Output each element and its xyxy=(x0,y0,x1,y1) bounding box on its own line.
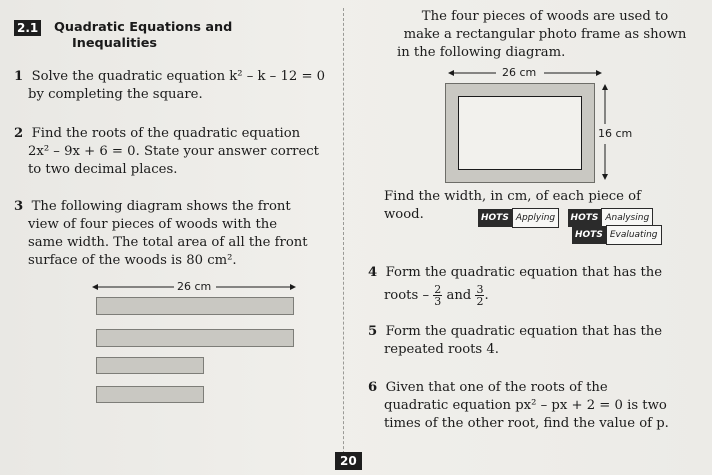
question-2 xyxy=(14,125,334,179)
question-text: Find the roots of the quadratic equation xyxy=(31,126,301,141)
question-text: view of four pieces of woods with the xyxy=(28,217,278,232)
and-word: and xyxy=(446,288,472,303)
frame-ask-text: Find the width, in cm, of each piece of xyxy=(384,189,642,204)
frame-text: The four pieces of woods are used to xyxy=(421,9,669,24)
question-text: Given that one of the roots of the xyxy=(385,380,608,395)
fraction-1: $\frac{2}{3}$ xyxy=(434,283,442,308)
question-text: Form the quadratic equation that has the xyxy=(385,265,663,280)
tag-evaluating: Evaluating xyxy=(606,225,662,245)
wood-piece-long-1 xyxy=(96,297,294,315)
section-title-line1: Quadratic Equations and xyxy=(54,20,233,35)
question-text: 2x² – 9x + 6 = 0. State your answer correct xyxy=(28,144,319,159)
question-6 xyxy=(368,379,708,433)
section-title xyxy=(54,20,232,52)
question-text: times of the other root, find the value of p. xyxy=(384,416,669,431)
page-number: 20 xyxy=(335,452,362,470)
question-text: quadratic equation px² – px + 2 = 0 is two xyxy=(384,398,667,413)
hots-tags-row-2 xyxy=(572,225,662,245)
question-number: 4 xyxy=(368,265,378,280)
question-text: repeated roots 4. xyxy=(384,342,499,357)
wood-piece-short-1 xyxy=(96,357,204,374)
question-4 xyxy=(368,264,704,307)
photo-frame xyxy=(445,83,595,183)
tag-analysing: Analysing xyxy=(601,208,653,228)
hots-badge: HOTS xyxy=(568,209,602,227)
question-number: 3 xyxy=(14,199,24,214)
wood-piece-short-2 xyxy=(96,386,204,403)
section-number: 2.1 xyxy=(14,20,41,36)
frame-text: in the following diagram. xyxy=(397,45,566,60)
question-text: by completing the square. xyxy=(28,87,203,102)
frame-height-label: 16 cm xyxy=(598,127,633,140)
wood-piece-long-2 xyxy=(96,329,294,347)
roots-prefix: roots – xyxy=(384,288,430,303)
question-text: Solve the quadratic equation k² – k – 12 = 0 xyxy=(31,69,326,84)
frame-opening xyxy=(458,96,582,170)
dimension-label: 26 cm xyxy=(177,280,212,293)
frame-ask-text: wood. xyxy=(384,207,424,222)
question-number: 5 xyxy=(368,324,378,339)
hots-badge: HOTS xyxy=(572,226,606,244)
question-text: to two decimal places. xyxy=(28,162,178,177)
question-text: surface of the woods is 80 cm². xyxy=(28,253,237,268)
frame-width-label: 26 cm xyxy=(502,66,537,79)
question-text: same width. The total area of all the front xyxy=(28,235,308,250)
question-text: Form the quadratic equation that has the xyxy=(385,324,663,339)
question-1 xyxy=(14,68,334,104)
tag-applying: Applying xyxy=(512,208,559,228)
question-3 xyxy=(14,198,339,270)
question-5 xyxy=(368,323,704,359)
frame-ask xyxy=(384,188,704,240)
column-divider xyxy=(343,8,344,464)
frame-text: make a rectangular photo frame as shown xyxy=(403,27,687,42)
question-number: 1 xyxy=(14,69,24,84)
question-number: 2 xyxy=(14,126,24,141)
section-title-line2: Inequalities xyxy=(72,36,158,51)
hots-badge: HOTS xyxy=(478,209,512,227)
question-text: The following diagram shows the front xyxy=(31,199,291,214)
question-number: 6 xyxy=(368,380,378,395)
frame-intro xyxy=(385,8,705,62)
question-roots-line: roots – $\frac{2}{3}$ and $\frac{3}{2}$ . xyxy=(384,283,489,308)
fraction-2: $\frac{3}{2}$ xyxy=(476,283,484,308)
